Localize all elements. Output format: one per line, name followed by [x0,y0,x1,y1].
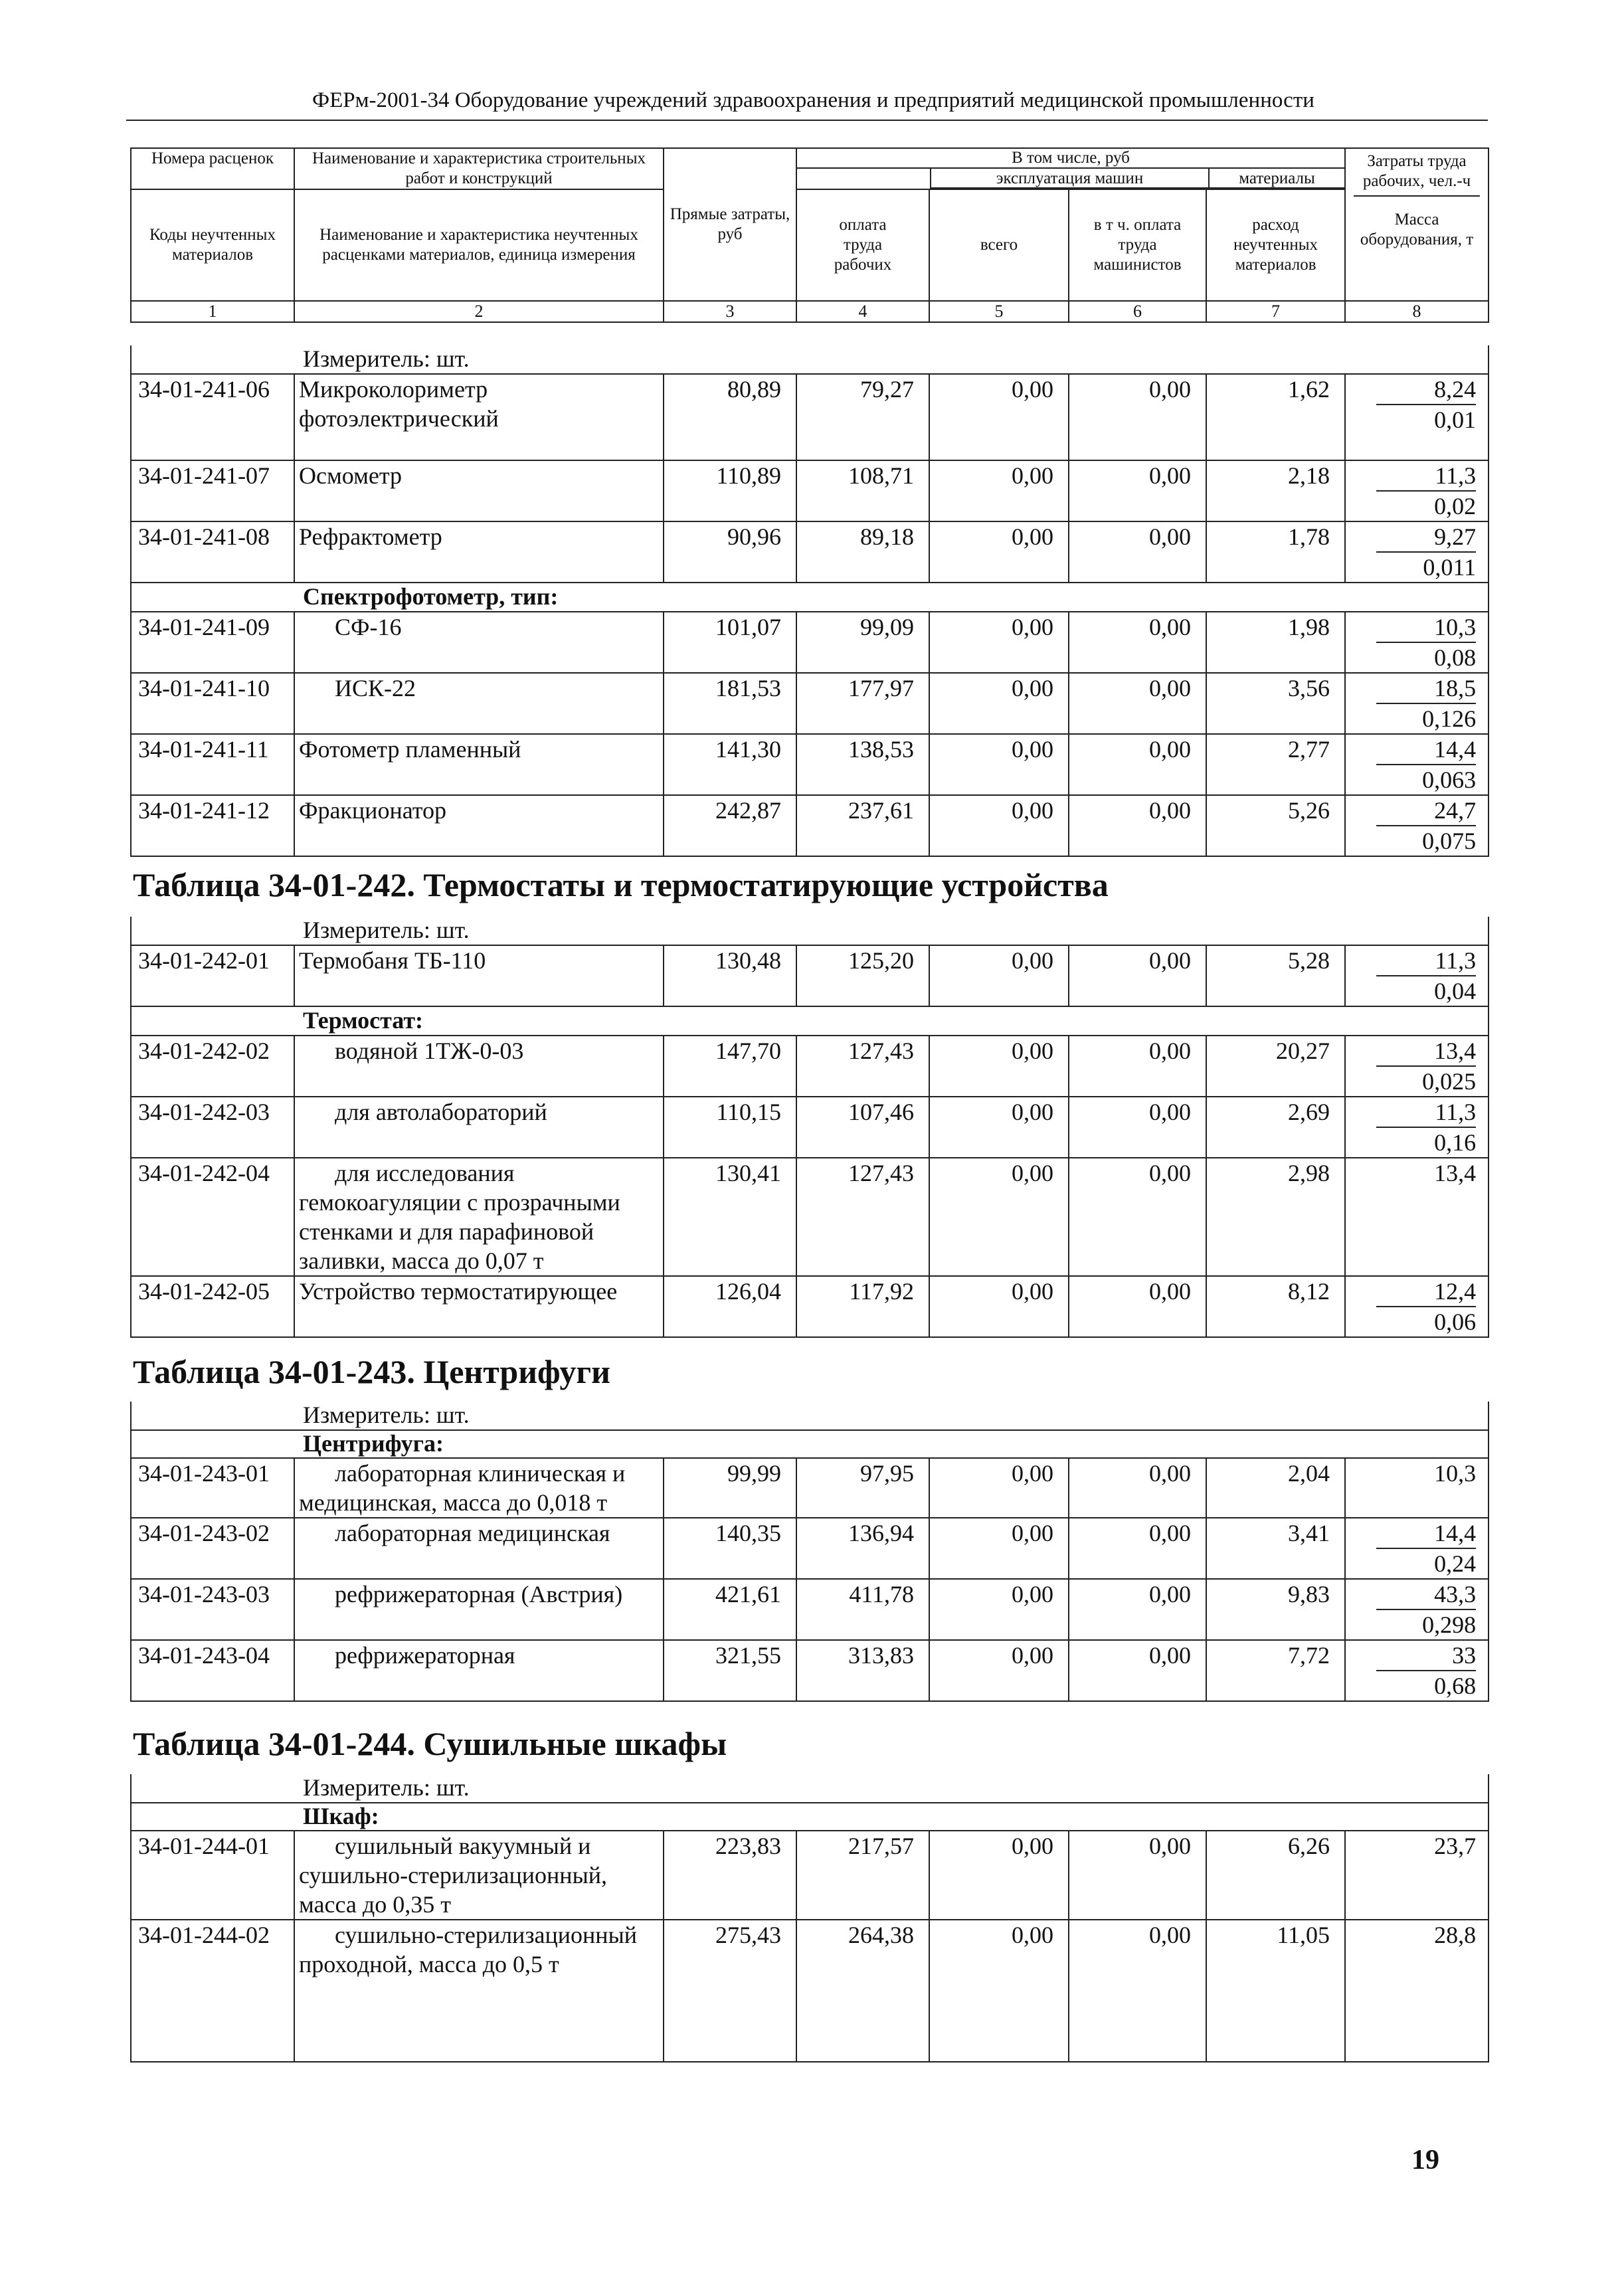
row-code: 34-01-241-07 [131,460,294,521]
row-name: лабораторная медицинская [294,1518,664,1579]
col-number: 7 [1206,301,1345,322]
table-title-242: Таблица 34-01-242. Термостаты и термостатирующие устройства [133,866,1109,903]
direct-cost: 147,70 [664,1036,796,1097]
row-name [294,1831,664,1920]
column-header [130,147,1489,323]
row-name: ИСК-22 [294,673,664,734]
machines-total: 0,00 [929,945,1069,1006]
labor-hours: 13,4 [1345,1158,1489,1276]
labor-mass-cell [1345,1036,1489,1097]
direct-cost: 80,89 [664,374,796,460]
row-code: 34-01-243-01 [131,1458,294,1518]
machines-total: 0,00 [929,460,1069,521]
equipment-mass: 0,02 [1434,493,1477,519]
machines-total: 0,00 [929,374,1069,460]
labor-pay: 138,53 [796,734,929,795]
labor-hours: 18,5 [1376,674,1476,704]
materials-cost: 5,26 [1206,795,1345,856]
labor-hours: 9,27 [1376,522,1476,553]
row-name: Рефрактометр [294,521,664,583]
group-heading: Шкаф: [131,1803,1489,1831]
row-name [294,1458,664,1518]
direct-cost: 99,99 [664,1458,796,1518]
materials-cost: 2,98 [1206,1158,1345,1276]
labor-hours: 12,4 [1376,1277,1476,1307]
labor-hours: 11,3 [1376,461,1476,492]
row-code: 34-01-243-04 [131,1640,294,1701]
materials-cost: 6,26 [1206,1831,1345,1920]
machines-total: 0,00 [929,734,1069,795]
labor-pay: 127,43 [796,1158,929,1276]
direct-cost: 101,07 [664,612,796,673]
row-name: Термобаня ТБ-110 [294,945,664,1006]
row-name-rest: проходной, масса до 0,5 т [299,1951,559,1977]
materials-cost: 1,78 [1206,521,1345,583]
row-name-rest: гемокоагуляции с прозрачными стенками и для парафиновой заливки, масса до 0,07 т [299,1189,620,1274]
labor-pay: 99,09 [796,612,929,673]
machines-total: 0,00 [929,673,1069,734]
labor-mass-cell [1345,795,1489,856]
labor-mass-cell [1345,460,1489,521]
header-name-top: Наименование и характеристика строительных работ и конструкций [294,148,664,189]
machines-total: 0,00 [929,795,1069,856]
row-name-rest: медицинская, масса до 0,018 т [299,1489,608,1516]
direct-cost: 242,87 [664,795,796,856]
header-rule [126,120,1488,121]
table-242 [130,917,1489,1338]
labor-hours: 14,4 [1376,1518,1476,1549]
direct-cost: 275,43 [664,1920,796,2062]
machinists-pay: 0,00 [1069,374,1206,460]
row-name-first-line: сушильно-стерилизационный [335,1922,638,1948]
labor-hours: 14,4 [1376,735,1476,765]
row-name-first-line: лабораторная клиническая и [335,1460,626,1487]
labor-mass-cell [1345,1518,1489,1579]
col-number: 6 [1069,301,1206,322]
equipment-mass: 0,01 [1434,407,1477,433]
row-code: 34-01-242-02 [131,1036,294,1097]
labor-pay: 107,46 [796,1097,929,1158]
labor-mass-cell [1345,612,1489,673]
row-code: 34-01-241-06 [131,374,294,460]
equipment-mass: 0,075 [1422,828,1477,854]
row-code: 34-01-242-04 [131,1158,294,1276]
direct-cost: 90,96 [664,521,796,583]
materials-cost: 20,27 [1206,1036,1345,1097]
labor-mass-cell [1345,673,1489,734]
labor-pay: 117,92 [796,1276,929,1337]
materials-cost: 11,05 [1206,1920,1345,2062]
labor-pay: 89,18 [796,521,929,583]
header-incl [796,148,1345,189]
row-code: 34-01-242-03 [131,1097,294,1158]
table-244 [130,1774,1489,2062]
row-code: 34-01-242-05 [131,1276,294,1337]
table-title-244: Таблица 34-01-244. Сушильные шкафы [133,1725,727,1762]
header-labor-top: Затраты труда рабочих, чел.-ч [1354,151,1480,197]
labor-hours: 23,7 [1345,1831,1489,1920]
header-materials: материалы [1208,169,1344,189]
row-code: 34-01-242-01 [131,945,294,1006]
measure-label: Измеритель: шт. [131,917,1489,945]
col-number: 2 [294,301,664,322]
labor-mass-cell [1345,1097,1489,1158]
labor-pay: 79,27 [796,374,929,460]
labor-mass-cell [1345,945,1489,1006]
materials-cost: 9,83 [1206,1579,1345,1640]
labor-pay: 108,71 [796,460,929,521]
direct-cost: 321,55 [664,1640,796,1701]
equipment-mass: 0,063 [1422,767,1477,793]
machinists-pay: 0,00 [1069,1518,1206,1579]
direct-cost: 110,89 [664,460,796,521]
labor-hours: 13,4 [1376,1036,1476,1067]
machines-total: 0,00 [929,1458,1069,1518]
labor-pay: 97,95 [796,1458,929,1518]
direct-cost: 421,61 [664,1579,796,1640]
direct-cost: 110,15 [664,1097,796,1158]
header-incl-label: В том числе, руб [797,149,1344,169]
equipment-mass: 0,08 [1434,644,1477,671]
machinists-pay: 0,00 [1069,1579,1206,1640]
col-number: 5 [929,301,1069,322]
labor-pay: 125,20 [796,945,929,1006]
labor-pay: 136,94 [796,1518,929,1579]
labor-pay: 217,57 [796,1831,929,1920]
labor-hours: 10,3 [1345,1458,1489,1518]
row-name: рефрижераторная [294,1640,664,1701]
row-name: Устройство термостатирующее [294,1276,664,1337]
machinists-pay: 0,00 [1069,1276,1206,1337]
materials-cost: 2,18 [1206,460,1345,521]
labor-hours: 28,8 [1345,1920,1489,2062]
group-heading: Центрифуга: [131,1430,1489,1458]
row-name-rest: сушильно-стерилизационный, масса до 0,35 т [299,1862,608,1918]
header-labor [1345,148,1489,301]
row-name: Фракционатор [294,795,664,856]
direct-cost: 140,35 [664,1518,796,1579]
direct-cost: 181,53 [664,673,796,734]
machinists-pay: 0,00 [1069,945,1206,1006]
machines-total: 0,00 [929,1920,1069,2062]
labor-pay: 127,43 [796,1036,929,1097]
header-labor-bottom: Масса оборудования, т [1360,211,1474,248]
table-243 [130,1402,1489,1702]
labor-hours: 10,3 [1376,612,1476,643]
machinists-pay: 0,00 [1069,1640,1206,1701]
labor-hours: 11,3 [1376,946,1476,976]
machines-total: 0,00 [929,1276,1069,1337]
labor-mass-cell [1345,1276,1489,1337]
row-name: СФ-16 [294,612,664,673]
labor-mass-cell [1345,374,1489,460]
machinists-pay: 0,00 [1069,1458,1206,1518]
materials-cost: 3,41 [1206,1518,1345,1579]
row-name [294,1920,664,2062]
machines-total: 0,00 [929,1036,1069,1097]
machinists-pay: 0,00 [1069,673,1206,734]
row-code: 34-01-241-08 [131,521,294,583]
materials-cost: 3,56 [1206,673,1345,734]
machinists-pay: 0,00 [1069,1920,1206,2062]
row-code: 34-01-244-01 [131,1831,294,1920]
row-name: рефрижераторная (Австрия) [294,1579,664,1640]
machines-total: 0,00 [929,521,1069,583]
col-number: 8 [1345,301,1489,322]
equipment-mass: 0,298 [1422,1611,1477,1638]
machines-total: 0,00 [929,1097,1069,1158]
direct-cost: 126,04 [664,1276,796,1337]
row-code: 34-01-241-12 [131,795,294,856]
equipment-mass: 0,06 [1434,1309,1477,1335]
running-head: ФЕРм-2001-34 Оборудование учреждений здравоохранения и предприятий медицинской промышленности [312,88,1314,112]
machines-total: 0,00 [929,612,1069,673]
machines-total: 0,00 [929,1518,1069,1579]
labor-pay: 411,78 [796,1579,929,1640]
row-name: Осмометр [294,460,664,521]
labor-hours: 43,3 [1376,1580,1476,1610]
machinists-pay: 0,00 [1069,795,1206,856]
labor-mass-cell [1345,1640,1489,1701]
machines-total: 0,00 [929,1158,1069,1276]
direct-cost: 141,30 [664,734,796,795]
direct-cost: 223,83 [664,1831,796,1920]
header-code-top: Номера расценок [131,148,294,189]
labor-mass-cell [1345,1579,1489,1640]
row-code: 34-01-243-02 [131,1518,294,1579]
machines-total: 0,00 [929,1579,1069,1640]
machinists-pay: 0,00 [1069,734,1206,795]
direct-cost: 130,41 [664,1158,796,1276]
measure-label: Измеритель: шт. [131,1402,1489,1430]
row-name: для автолабораторий [294,1097,664,1158]
direct-cost: 130,48 [664,945,796,1006]
materials-cost: 1,62 [1206,374,1345,460]
machinists-pay: 0,00 [1069,1831,1206,1920]
equipment-mass: 0,011 [1423,554,1477,581]
row-code: 34-01-243-03 [131,1579,294,1640]
measure-label: Измеритель: шт. [131,1774,1489,1803]
row-name-first-line: сушильный вакуумный и [335,1833,591,1859]
header-mach-incl: в т ч. оплата труда машинистов [1069,189,1206,301]
labor-pay: 313,83 [796,1640,929,1701]
row-code: 34-01-241-10 [131,673,294,734]
table-241 [130,345,1489,857]
col-number: 4 [796,301,929,322]
group-heading: Термостат: [131,1006,1489,1036]
col-number: 3 [664,301,796,322]
header-code-bottom: Коды неучтенных материалов [131,189,294,301]
page-number: 19 [1411,2145,1439,2175]
materials-cost: 7,72 [1206,1640,1345,1701]
row-name-first-line: для исследования [335,1160,515,1186]
machines-total: 0,00 [929,1640,1069,1701]
header-machines: эксплуатация машин [930,169,1208,189]
machinists-pay: 0,00 [1069,521,1206,583]
labor-hours: 24,7 [1376,796,1476,826]
header-mach-total: всего [929,189,1069,301]
materials-cost: 1,98 [1206,612,1345,673]
header-name-bottom: Наименование и характеристика неучтенных расценками материалов, единица измерения [294,189,664,301]
labor-mass-cell [1345,521,1489,583]
row-code: 34-01-241-09 [131,612,294,673]
header-labor-pay: оплата труда рабочих [796,189,929,301]
materials-cost: 8,12 [1206,1276,1345,1337]
machinists-pay: 0,00 [1069,1097,1206,1158]
header-materials-use: расход неучтенных материалов [1206,189,1345,301]
row-name: Фотометр пламенный [294,734,664,795]
equipment-mass: 0,04 [1434,978,1477,1004]
machines-total: 0,00 [929,1831,1069,1920]
labor-pay: 237,61 [796,795,929,856]
row-name: Микроколориметр фотоэлектрический [294,374,664,460]
row-name [294,1158,664,1276]
equipment-mass: 0,24 [1434,1550,1477,1577]
labor-hours: 11,3 [1376,1097,1476,1128]
equipment-mass: 0,025 [1422,1068,1477,1095]
labor-hours: 8,24 [1376,375,1476,405]
materials-cost: 2,69 [1206,1097,1345,1158]
header-direct: Прямые затраты, руб [664,148,796,301]
measure-label: Измеритель: шт. [131,345,1489,374]
labor-hours: 33 [1376,1641,1476,1671]
table-title-243: Таблица 34-01-243. Центрифуги [133,1353,610,1390]
materials-cost: 2,04 [1206,1458,1345,1518]
col-number: 1 [131,301,294,322]
equipment-mass: 0,126 [1422,705,1477,732]
equipment-mass: 0,16 [1434,1129,1477,1156]
labor-mass-cell [1345,734,1489,795]
row-code: 34-01-241-11 [131,734,294,795]
row-name: водяной 1ТЖ-0-03 [294,1036,664,1097]
machinists-pay: 0,00 [1069,612,1206,673]
machinists-pay: 0,00 [1069,1158,1206,1276]
materials-cost: 2,77 [1206,734,1345,795]
labor-pay: 264,38 [796,1920,929,2062]
row-code: 34-01-244-02 [131,1920,294,2062]
group-heading: Спектрофотометр, тип: [131,583,1489,612]
machinists-pay: 0,00 [1069,460,1206,521]
equipment-mass: 0,68 [1434,1673,1477,1699]
materials-cost: 5,28 [1206,945,1345,1006]
labor-pay: 177,97 [796,673,929,734]
machinists-pay: 0,00 [1069,1036,1206,1097]
